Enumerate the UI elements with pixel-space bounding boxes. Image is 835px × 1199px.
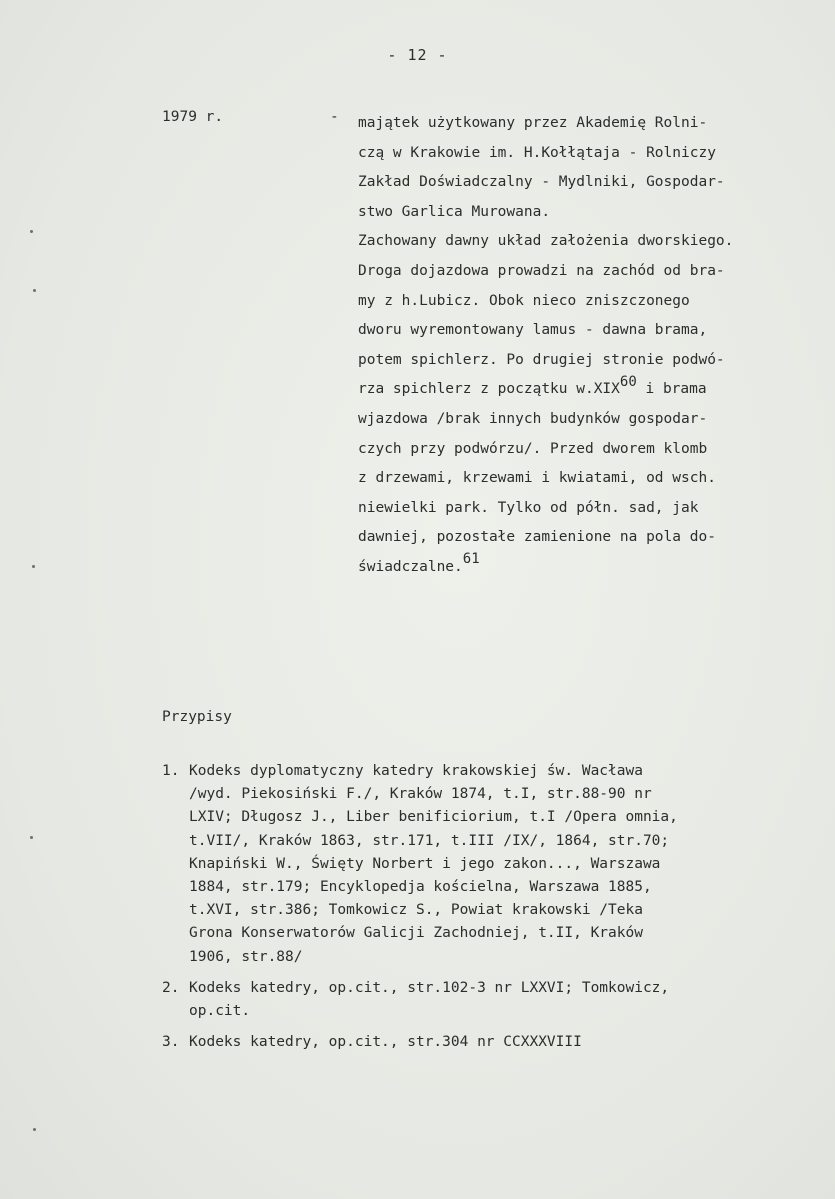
entry-last-line [358, 553, 798, 583]
entry-line-part: rza spichlerz z początku w.XIX [358, 381, 620, 398]
footnote-number: 3. [162, 1034, 180, 1051]
margin-speck [32, 565, 35, 568]
footnote-item [162, 977, 802, 1023]
entry-line: czą w Krakowie im. H.Kołłątaja - Rolniczy [358, 144, 716, 161]
entry-line: z drzewami, krzewami i kwiatami, od wsch. [358, 470, 716, 487]
footnote-line: Kodeks katedry, op.cit., str.102-3 nr LXXVI; Tomkowicz, [189, 979, 670, 996]
footnote-line: t.VII/, Kraków 1863, str.171, t.III /IX/, 1864, str.70; [189, 832, 670, 849]
entry-line: Zachowany dawny układ założenia dworskiego. [358, 233, 734, 250]
footnote-line: Kodeks dyplomatyczny katedry krakowskiej św. Wacława [189, 763, 643, 779]
footnote-line: LXIV; Długosz J., Liber benificiorium, t.I /Opera omnia, [189, 809, 678, 826]
margin-speck [30, 230, 33, 233]
entry-line: Zakład Doświadczalny - Mydlniki, Gospodar- [358, 174, 725, 191]
entry-line: Droga dojazdowa prowadzi na zachód od bra- [358, 262, 725, 279]
entry-year: 1979 r. [162, 109, 224, 125]
footnote-item [162, 760, 802, 969]
entry-line: potem spichlerz. Po drugiej stronie podwó- [358, 351, 725, 368]
footnote-line: 1906, str.88/ [189, 948, 303, 965]
entry-line: dworu wyremontowany lamus - dawna brama, [358, 322, 708, 339]
footnote-line: /wyd. Piekosiński F./, Kraków 1874, t.I, str.88-90 nr [189, 786, 652, 803]
entry-line: czych przy podwórzu/. Przed dworem klomb [358, 440, 708, 457]
page-number: - 12 - [387, 46, 448, 64]
footnote-line: Knapiński W., Święty Norbert i jego zakon..., Warszawa [189, 855, 661, 872]
margin-speck [30, 836, 33, 839]
entry-line-part: i brama [636, 381, 707, 398]
footnote-line: Grona Konserwatorów Galicji Zachodniej, t.II, Kraków [189, 925, 643, 942]
margin-speck [33, 1128, 36, 1131]
footnote-ref-61: 61 [462, 551, 480, 568]
footnote-number: 1. [162, 763, 180, 779]
entry-text [358, 109, 798, 583]
entry-line: wjazdowa /brak innych budynków gospodar- [358, 410, 708, 427]
footnote-ref-60: 60 [619, 373, 637, 390]
footnote-item [162, 1031, 802, 1054]
footnote-line: 1884, str.179; Encyklopedja kościelna, Warszawa 1885, [189, 879, 652, 896]
margin-speck [33, 289, 36, 292]
footnote-line: Kodeks katedry, op.cit., str.304 nr CCXXXVIII [189, 1034, 582, 1051]
footnote-line: t.XVI, str.386; Tomkowicz S., Powiat krakowski /Teka [189, 902, 643, 919]
entry-line-with-ref [358, 375, 798, 405]
entry-line-part: świadczalne. [358, 558, 463, 575]
footnotes-list [162, 760, 802, 1062]
entry-line: my z h.Lubicz. Obok nieco zniszczonego [358, 292, 690, 309]
footnotes-heading: Przypisy [162, 709, 232, 725]
entry-line: majątek użytkowany przez Akademię Rolni- [358, 115, 708, 131]
footnote-line: op.cit. [189, 1003, 251, 1020]
entry-line: dawniej, pozostałe zamienione na pola do- [358, 529, 716, 546]
entry-line: niewielki park. Tylko od półn. sad, jak [358, 499, 699, 516]
entry-line: stwo Garlica Murowana. [358, 203, 551, 220]
entry-dash: - [330, 109, 339, 125]
footnote-number: 2. [162, 979, 180, 996]
